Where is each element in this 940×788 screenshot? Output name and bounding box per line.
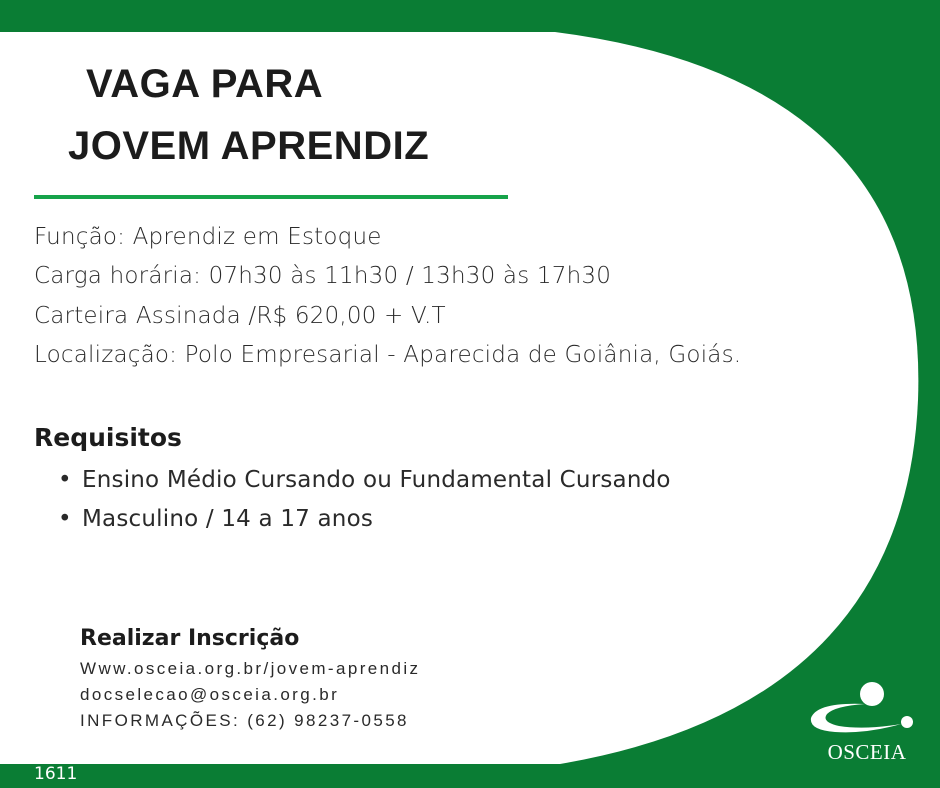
bullet-icon: • [58,506,72,532]
requirement-item [58,506,373,532]
title-divider [34,195,508,199]
application-heading: Realizar Inscrição [80,626,300,651]
logo-wordmark: OSCEIA [827,740,907,764]
application-email-link[interactable]: docselecao@osceia.org.br [80,685,340,704]
post-number: 1611 [34,764,78,784]
requirement-item [58,467,671,493]
job-contract-salary: Carteira Assinada /R$ 620,00 + V.T [34,303,446,329]
job-title-line-1: VAGA PARA [86,62,324,106]
job-function: Função: Aprendiz em Estoque [34,224,382,250]
bullet-icon: • [58,467,72,493]
job-location: Localização: Polo Empresarial - Aparecida de Goiânia, Goiás. [34,342,742,368]
job-title-line-2: JOVEM APRENDIZ [68,124,430,168]
application-url-link[interactable]: Www.osceia.org.br/jovem-aprendiz [80,659,421,678]
contact-phone: INFORMAÇÕES: (62) 98237-0558 [80,711,409,730]
osceia-logo-icon [805,680,925,740]
requirement-text: Masculino / 14 a 17 anos [82,506,374,532]
requirements-heading: Requisitos [34,423,182,452]
job-hours: Carga horária: 07h30 às 11h30 / 13h30 às 17h30 [34,263,612,289]
requirement-text: Ensino Médio Cursando ou Fundamental Cursando [82,467,671,493]
